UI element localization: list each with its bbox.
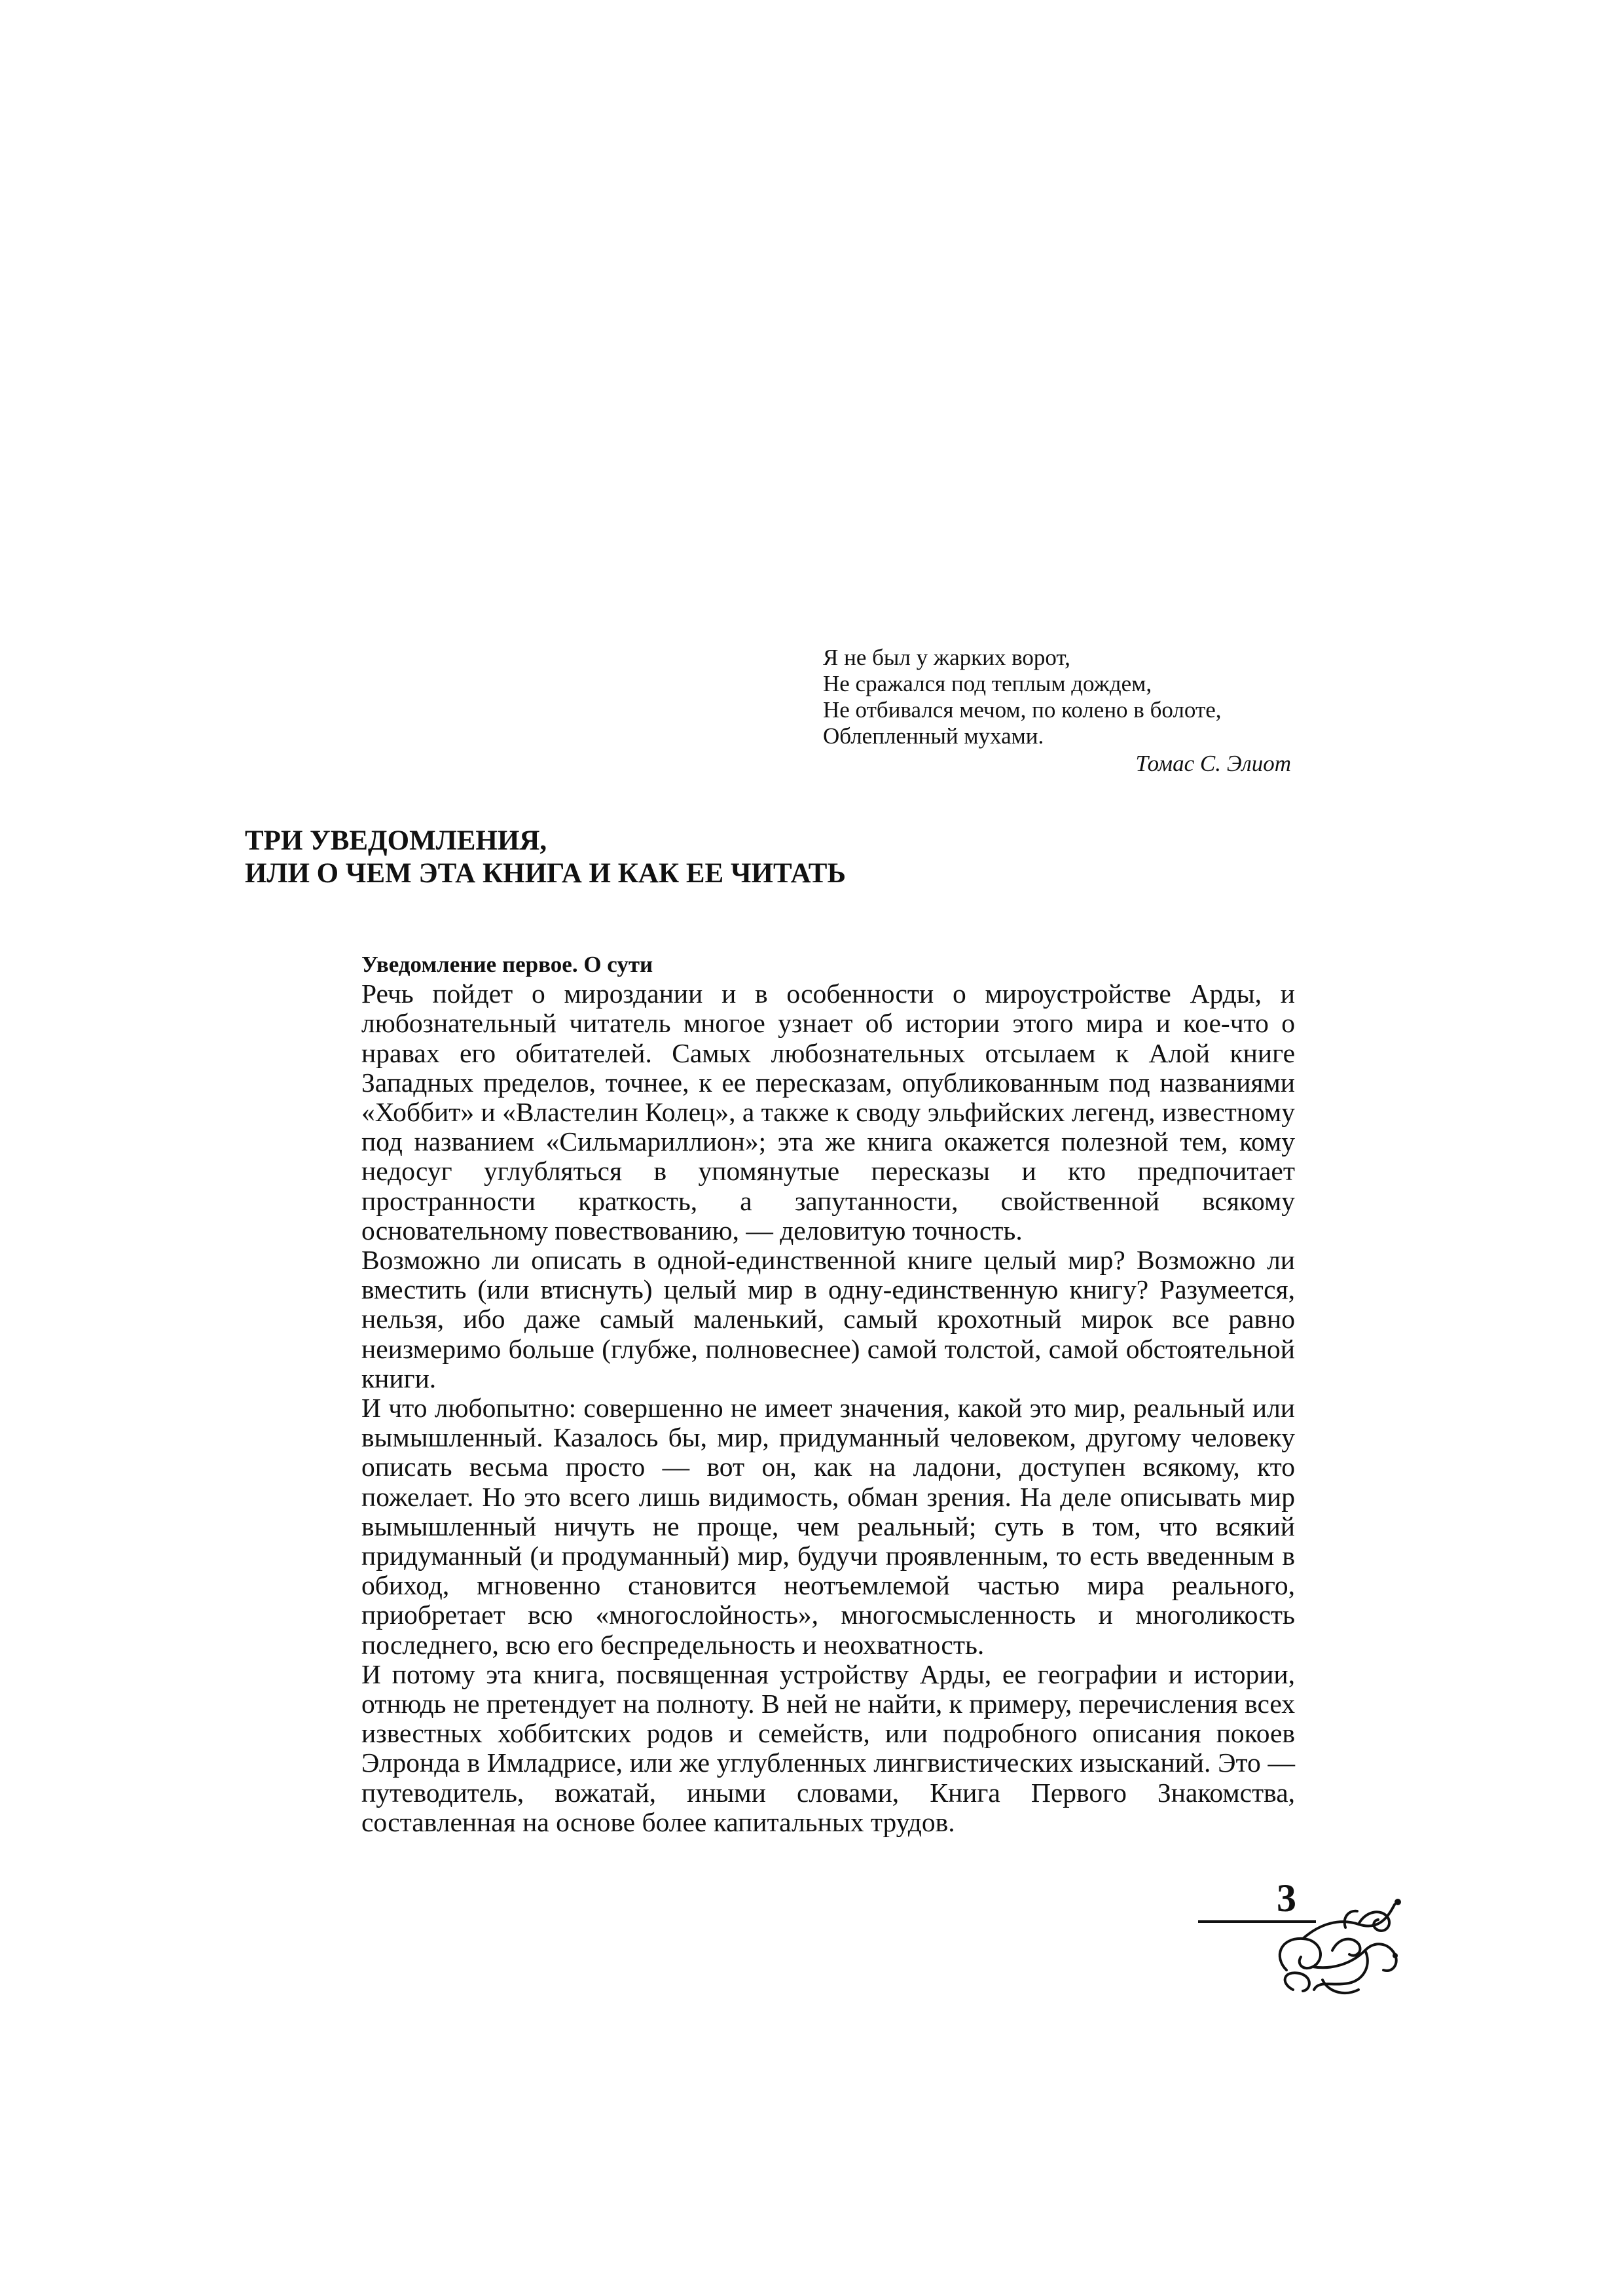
epigraph-line: Не сражался под теплым дождем, bbox=[823, 671, 1152, 696]
paragraph: И что любопытно: совершенно не имеет значения, какой это мир, реальный или вымышленный. Казалось бы, мир, придуманный человеком, другому человеку описать весьма просто — вот он, как на ладони, доступен всякому, кто пожелает. Но это всего лишь видимость, обман зрения. На деле описывать мир вымышленный ничуть не проще, чем реальный; суть в том, что всякий придуманный (и продуманный) мир, будучи проявленным, то есть введенным в обиход, мгновенно становится неотъемлемой частью мира реального, приобретает всю «многослойность», многосмысленность и многоликость последнего, всю его беспредельность и неохватность. bbox=[361, 1393, 1295, 1660]
paragraph: И потому эта книга, посвященная устройству Арды, ее географии и истории, отнюдь не претендует на полноту. В ней не найти, к примеру, перечисления всех известных хоббитских родов и семейств, или подробного описания покоев Элронда в Имладрисе, или же углубленных лингвистических изысканий. Это — путеводитель, вожатай, иными словами, Книга Первого Знакомства, составленная на основе более капитальных трудов. bbox=[361, 1659, 1295, 1837]
page-number: 3 bbox=[1277, 1876, 1296, 1920]
chapter-title-line-1: ТРИ УВЕДОМЛЕНИЯ, bbox=[245, 825, 547, 856]
epigraph-author: Томас С. Элиот bbox=[1135, 751, 1291, 776]
epigraph-line: Не отбивался мечом, по колено в болоте, bbox=[823, 697, 1222, 723]
section-heading: Уведомление первое. О сути bbox=[361, 952, 653, 977]
chapter-title bbox=[245, 825, 1292, 890]
chapter-title-line-2: ИЛИ О ЧЕМ ЭТА КНИГА И КАК ЕЕ ЧИТАТЬ bbox=[245, 858, 846, 889]
epigraph-line: Облепленный мухами. bbox=[823, 723, 1044, 749]
epigraph bbox=[823, 645, 1321, 777]
paragraph: Возможно ли описать в одной-единственной книге целый мир? Возможно ли вместить (или втиснуть) целый мир в одну-единственную книгу? Разумеется, нельзя, ибо даже самый маленький, самый крохотный мирок все равно неизмеримо больше (глубже, полновеснее) самой толстой, самой обстоятельной книги. bbox=[361, 1245, 1295, 1393]
section-body bbox=[361, 950, 1295, 1837]
page-footer bbox=[1198, 1878, 1414, 2036]
epigraph-line: Я не был у жарких ворот, bbox=[823, 645, 1070, 670]
flourish-ornament-icon bbox=[1267, 1892, 1411, 2009]
paragraph: Речь пойдет о мироздании и в особенности о мироустройстве Арды, и любознательный читатель многое узнает об истории этого мира и кое-что о нравах его обитателей. Самых любознательных отсылаем к Алой книге Западных пределов, точнее, к ее пересказам, опубликованным под названиями «Хоббит» и «Властелин Колец», а также к своду эльфийских легенд, известному под названием «Сильмариллион»; эта же книга окажется полезной тем, кому недосуг углубляться в упомянутые пересказы и кто предпочитает пространности краткость, а запутанности, свойственной всякому основательному повествованию, — деловитую точность. bbox=[361, 978, 1295, 1246]
